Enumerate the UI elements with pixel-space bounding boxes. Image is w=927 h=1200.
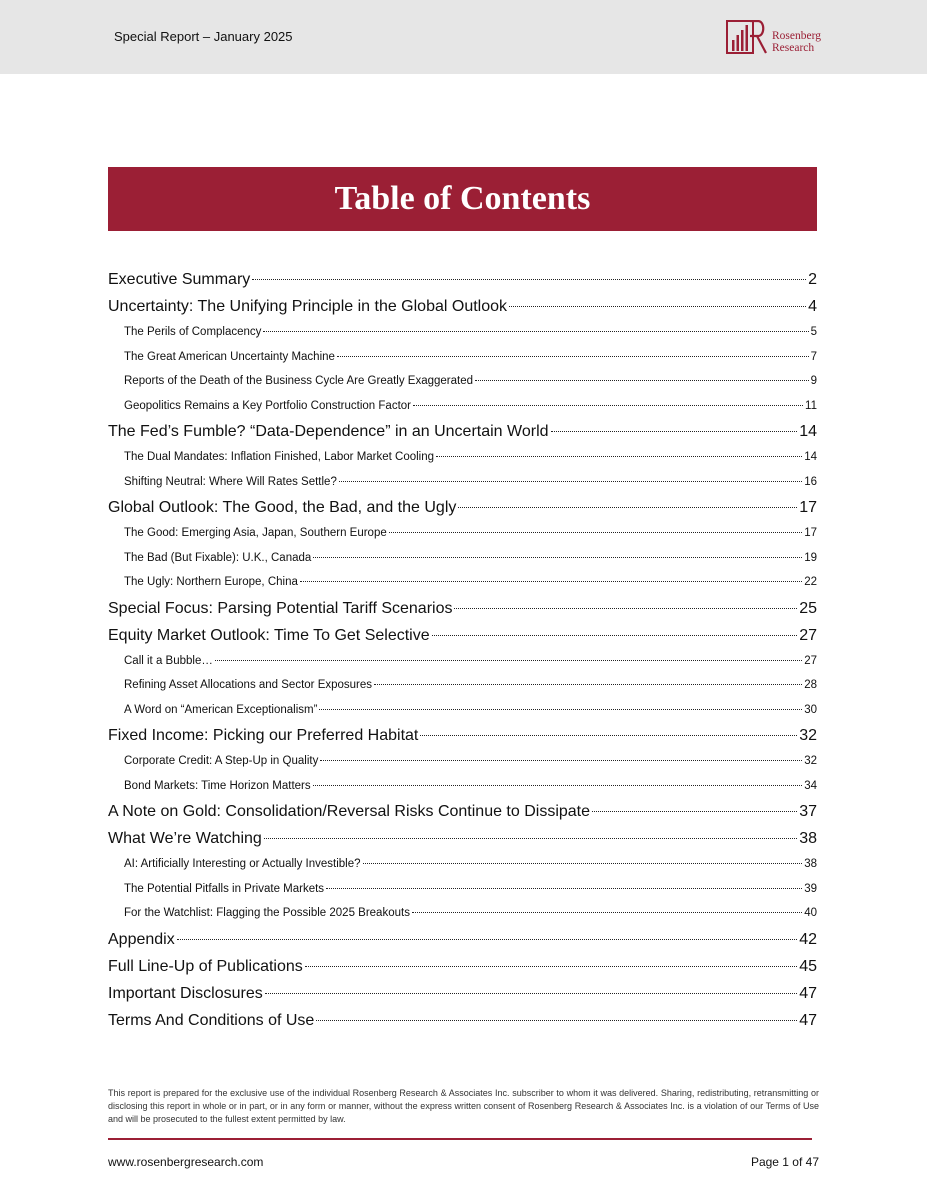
- toc-entry-page: 47: [799, 984, 817, 1002]
- toc-dot-leader: [263, 331, 808, 332]
- toc-subentry[interactable]: [108, 749, 817, 774]
- toc-entry-title: Executive Summary: [108, 271, 251, 288]
- toc-entry-page: 45: [799, 957, 817, 975]
- toc-entry-page: 17: [799, 499, 817, 516]
- toc-entry-title: For the Watchlist: Flagging the Possible 2025 Breakouts: [124, 907, 410, 919]
- toc-entry-title: Full Line-Up of Publications: [108, 957, 303, 975]
- toc-dot-leader: [339, 481, 802, 482]
- toc-entry-page: 16: [804, 475, 817, 488]
- toc-dot-leader: [177, 939, 797, 940]
- toc-subentry[interactable]: [108, 698, 817, 723]
- toc-entry-page: 14: [804, 451, 817, 463]
- toc-entry-page: 9: [810, 375, 817, 387]
- toc-entry[interactable]: [108, 622, 817, 649]
- toc-entry-title: Fixed Income: Picking our Preferred Habitat: [108, 727, 419, 744]
- toc-entry-title: The Ugly: Northern Europe, China: [124, 576, 298, 588]
- toc-entry-page: 2: [808, 271, 817, 288]
- toc-subentry[interactable]: [108, 901, 817, 926]
- toc-dot-leader: [592, 811, 797, 812]
- toc-subentry[interactable]: [108, 369, 817, 394]
- toc-entry-title: A Note on Gold: Consolidation/Reversal Risks Continue to Dissipate: [108, 803, 591, 820]
- toc-subentry[interactable]: [108, 521, 817, 546]
- toc-entry-page: 11: [805, 399, 817, 412]
- toc-entry-page: 34: [804, 779, 817, 792]
- toc-entry-page: 27: [804, 654, 817, 667]
- toc-entry[interactable]: [108, 1007, 817, 1034]
- toc-entry-page: 7: [810, 350, 817, 363]
- toc-entry-title: A Word on “American Exceptionalism”: [124, 703, 318, 716]
- toc-subentry[interactable]: [108, 673, 817, 698]
- toc-entry-title: The Good: Emerging Asia, Japan, Southern Europe: [124, 527, 387, 539]
- toc-entry-page: 39: [804, 882, 817, 895]
- rosenberg-logo-icon: [726, 20, 768, 54]
- page-title: Table of Contents: [334, 180, 591, 217]
- toc-dot-leader: [300, 581, 802, 582]
- toc-dot-leader: [413, 405, 803, 406]
- toc-dot-leader: [412, 912, 802, 913]
- toc-dot-leader: [319, 709, 802, 710]
- toc-subentry[interactable]: [108, 774, 817, 799]
- toc-subentry[interactable]: [108, 445, 817, 470]
- toc-dot-leader: [551, 431, 798, 432]
- toc-dot-leader: [326, 888, 802, 889]
- toc-dot-leader: [337, 356, 809, 357]
- toc-entry-page: 19: [804, 551, 817, 564]
- toc-subentry[interactable]: [108, 546, 817, 571]
- logo-line-2: Research: [772, 42, 815, 54]
- toc-entry-title: Equity Market Outlook: Time To Get Selective: [108, 626, 430, 644]
- toc-entry-page: 40: [804, 907, 817, 919]
- toc-subentry[interactable]: [108, 394, 817, 419]
- toc-banner: [108, 167, 817, 231]
- footer-website-link[interactable]: www.rosenbergresearch.com: [108, 1155, 264, 1169]
- toc-dot-leader: [454, 608, 797, 609]
- toc-entry-title: Reports of the Death of the Business Cycle Are Greatly Exaggerated: [124, 375, 474, 387]
- toc-dot-leader: [215, 660, 802, 661]
- toc-dot-leader: [305, 966, 797, 967]
- toc-entry-page: 22: [804, 576, 817, 588]
- toc-dot-leader: [432, 635, 798, 636]
- toc-entry-page: 14: [799, 423, 817, 440]
- toc-entry[interactable]: [108, 293, 817, 320]
- toc-entry[interactable]: [108, 722, 817, 749]
- toc-dot-leader: [252, 279, 806, 280]
- toc-entry[interactable]: [108, 980, 817, 1007]
- toc-entry-title: Shifting Neutral: Where Will Rates Settle?: [124, 475, 337, 488]
- toc-entry-title: The Perils of Complacency: [124, 326, 262, 338]
- toc-dot-leader: [313, 557, 802, 558]
- toc-entry-page: 38: [804, 858, 817, 870]
- toc-entry-page: 17: [804, 527, 817, 539]
- report-title: Special Report – January 2025: [114, 29, 293, 44]
- toc-dot-leader: [509, 306, 806, 307]
- toc-entry-title: Call it a Bubble…: [124, 654, 213, 667]
- toc-subentry[interactable]: [108, 852, 817, 877]
- toc-dot-leader: [264, 838, 797, 839]
- toc-dot-leader: [316, 1020, 797, 1021]
- toc-entry-page: 47: [799, 1011, 817, 1029]
- toc-entry-title: Bond Markets: Time Horizon Matters: [124, 779, 311, 792]
- toc-entry-page: 28: [804, 679, 817, 691]
- toc-subentry[interactable]: [108, 649, 817, 674]
- toc-subentry[interactable]: [108, 470, 817, 495]
- toc-entry[interactable]: [108, 494, 817, 521]
- toc-entry-title: The Bad (But Fixable): U.K., Canada: [124, 551, 312, 564]
- toc-dot-leader: [374, 684, 802, 685]
- toc-entry-title: Refining Asset Allocations and Sector Exposures: [124, 679, 373, 691]
- toc-subentry[interactable]: [108, 320, 817, 345]
- toc-entry-title: Uncertainty: The Unifying Principle in the Global Outlook: [108, 298, 508, 315]
- toc-entry-page: 30: [804, 703, 817, 716]
- toc-dot-leader: [389, 532, 802, 533]
- toc-entry[interactable]: [108, 798, 817, 825]
- toc-entry[interactable]: [108, 926, 817, 953]
- toc-entry-page: 32: [804, 755, 817, 767]
- toc-dot-leader: [320, 760, 802, 761]
- toc-entry-title: Terms And Conditions of Use: [108, 1011, 315, 1029]
- toc-subentry[interactable]: [108, 570, 817, 595]
- toc-entry[interactable]: [108, 266, 817, 293]
- toc-dot-leader: [420, 735, 797, 736]
- disclaimer-text: This report is prepared for the exclusive use of the individual Rosenberg Research & Associates Inc. subscriber to whom it was delivered. Sharing, redistributing, retransmitting or disclosing this report in whole or in part, or in any form or manner, without the express written consent of Rosenberg Research & Associates Inc. is a violation of our Terms of Use and will be prosecuted to the fullest extent permitted by law.: [108, 1088, 819, 1124]
- toc-entry-page: 4: [808, 298, 817, 315]
- toc-entry-title: Geopolitics Remains a Key Portfolio Construction Factor: [124, 399, 411, 412]
- toc-dot-leader: [313, 785, 803, 786]
- toc-entry-title: What We’re Watching: [108, 830, 262, 847]
- toc-dot-leader: [475, 380, 809, 381]
- toc-entry-title: The Great American Uncertainty Machine: [124, 350, 335, 363]
- toc-dot-leader: [458, 507, 797, 508]
- toc-entry-title: The Fed’s Fumble? “Data-Dependence” in an Uncertain World: [108, 423, 549, 440]
- page-header: [0, 0, 927, 74]
- logo-wordmark: [772, 30, 852, 54]
- logo-line-1: Rosenberg: [772, 30, 821, 42]
- toc-entry[interactable]: [108, 595, 817, 622]
- toc-entry-page: 38: [799, 830, 817, 847]
- toc-entry-title: AI: Artificially Interesting or Actually Investible?: [124, 858, 361, 870]
- toc-dot-leader: [265, 993, 797, 994]
- table-of-contents: [108, 266, 817, 1034]
- toc-entry-title: Special Focus: Parsing Potential Tariff Scenarios: [108, 599, 453, 617]
- toc-entry-page: 25: [799, 599, 817, 617]
- footer-page-number: Page 1 of 47: [750, 1155, 819, 1169]
- toc-entry-page: 32: [799, 727, 817, 744]
- toc-dot-leader: [363, 863, 803, 864]
- toc-entry-title: Corporate Credit: A Step-Up in Quality: [124, 755, 319, 767]
- toc-entry-title: The Potential Pitfalls in Private Markets: [124, 882, 325, 895]
- toc-entry[interactable]: [108, 418, 817, 445]
- toc-entry-title: Important Disclosures: [108, 984, 263, 1002]
- toc-entry-title: The Dual Mandates: Inflation Finished, Labor Market Cooling: [124, 451, 435, 463]
- footer-rule: [108, 1138, 812, 1140]
- toc-entry-title: Appendix: [108, 930, 175, 948]
- toc-entry-page: 5: [810, 326, 817, 338]
- toc-entry-page: 37: [799, 803, 817, 820]
- toc-subentry[interactable]: [108, 345, 817, 370]
- toc-dot-leader: [436, 456, 802, 457]
- toc-subentry[interactable]: [108, 877, 817, 902]
- toc-entry[interactable]: [108, 953, 817, 980]
- toc-entry[interactable]: [108, 825, 817, 852]
- toc-entry-page: 27: [799, 626, 817, 644]
- toc-entry-page: 42: [799, 930, 817, 948]
- toc-entry-title: Global Outlook: The Good, the Bad, and the Ugly: [108, 499, 457, 516]
